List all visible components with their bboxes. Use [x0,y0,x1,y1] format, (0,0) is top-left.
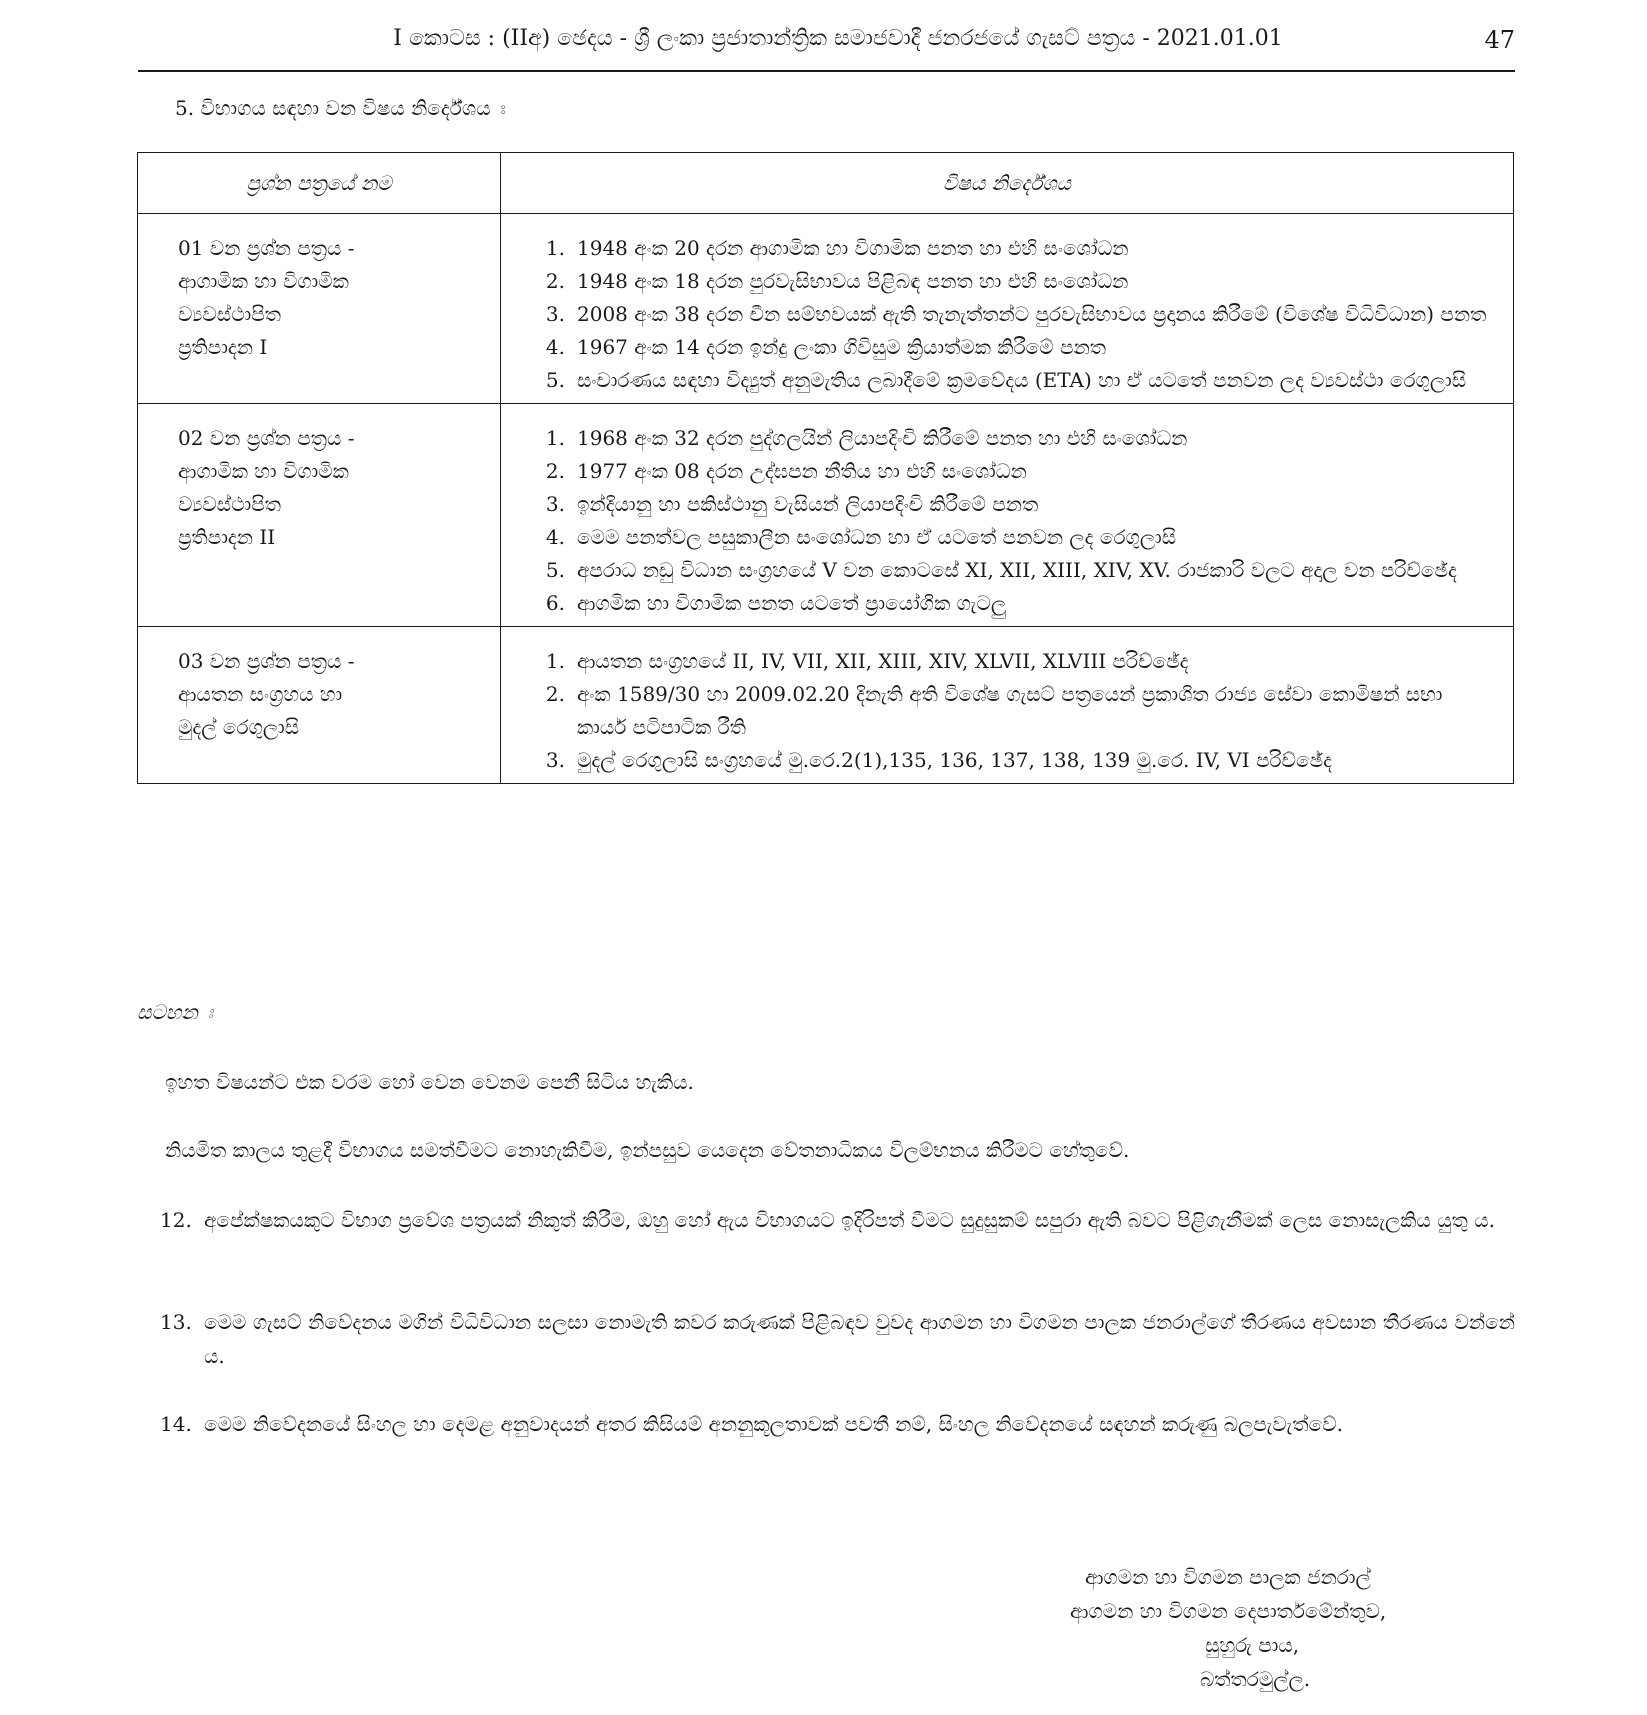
list-item [537,554,1493,587]
item-text: 2008 අංක 38 දරන චීන සම්භවයක් ඇති තැනැත්තන්ට පුරවැසිභාවය ප්‍රදානය කිරීමේ (විශේෂ විධිවිධාන) පනත [577,302,1487,326]
item-number: 4. [545,335,565,359]
page-number: 47 [1484,26,1515,54]
paper-name-line: ආගාමික හා විගාමික [178,269,349,293]
paper-name-line: මුදල් රෙගුලාසි [178,715,300,739]
paper-name-line: ව්‍යවස්ථාපිත [178,302,281,326]
paper-name-line: 01 වන ප්‍රශ්න පත්‍රය - [178,236,355,260]
syllabus-table [137,152,1514,784]
column-header-paper-name: ප්‍රශ්න පත්‍රයේ නම [138,153,501,214]
topic-list [537,422,1493,620]
paper-name-line: ව්‍යවස්ථාපිත [178,492,281,516]
item-text: මුදල් රෙගුලාසි සංග්‍රහයේ මු.රෙ.2(1),135, 136, 137, 138, 139 මු.රෙ. IV, VI පරිච්ඡේද [577,748,1333,772]
item-number: 1. [545,649,565,673]
section-heading: 5. විභාගය සඳහා වන විෂය නිර්දේශය ඃ [175,96,506,120]
item-text: 1977 අංක 08 දරන උද්ඝපන නීතිය හා එහි සංශෝධන [577,459,1027,483]
item-number: 2. [545,682,565,706]
list-item [537,587,1493,620]
item-number: 1. [545,236,565,260]
signature-line: ආගමන හා විගමන දෙපාර්තමේන්තුව, [1070,1599,1387,1623]
table-row [138,627,1514,784]
paragraph-number: 14. [160,1412,192,1436]
list-item [537,232,1493,265]
paragraph-text: මෙම නිවේදනයේ සිංහල හා දෙමළ අනුවාදයන් අතර කිසියම් අනනුකූලතාවක් පවතී නම්, සිංහල නිවේදනයේ සඳහන් කරුණු බලපැවැත්වේ. [204,1412,1343,1436]
item-text: 1948 අංක 20 දරන ආගාමික හා විගාමික පනත හා එහි සංශෝධන [577,236,1129,260]
paragraph-text: අපේක්ෂකයකුට විභාග ප්‍රවේශ පත්‍රයක් නිකුත් කිරීම, ඔහු හෝ ඇය විභාගයට ඉදිරිපත් වීමට සුදුසුකම් සපුරා ඇති බවට පිළිගැනීමක් ලෙස නොසැලකිය යුතු ය. [204,1208,1496,1232]
item-number: 3. [545,302,565,326]
item-text: ආගමික හා විගාමික පනත යටතේ ප්‍රායෝගික ගැටලු [577,591,1007,615]
numbered-paragraph-14 [160,1407,1515,1441]
page-header [138,22,1515,72]
topics-cell [501,404,1514,627]
note-paragraph: ඉහත විෂයන්ට එක වරම හෝ වෙන වෙනම පෙනී සිටිය හැකිය. [165,1070,694,1094]
paragraph-number: 13. [160,1310,192,1334]
list-item [537,298,1493,331]
table-header-row [138,153,1514,214]
item-text: අංක 1589/30 හා 2009.02.20 දිනැති අති විශේෂ ගැසට් පත්‍රයෙන් ප්‍රකාශිත රාජ්‍ය සේවා කොමිෂන් සභා කාර්ය පටිපාටික රීති [577,682,1443,739]
paper-name-line: ප්‍රතිපාදන I [178,335,268,359]
list-item [537,364,1493,397]
item-number: 5. [545,368,565,392]
list-item [537,744,1493,777]
item-number: 1. [545,426,565,450]
paper-name-line: 03 වන ප්‍රශ්න පත්‍රය - [178,649,355,673]
list-item [537,645,1493,678]
paper-name-cell [138,214,501,404]
item-text: 1948 අංක 18 දරන පුරවැසිභාවය පිළිබඳ පනත හා එහි සංශෝධන [577,269,1129,293]
item-number: 2. [545,459,565,483]
item-number: 3. [545,492,565,516]
item-text: 1967 අංක 14 දරන ඉන්දු ලංකා ගිවිසුම ක්‍රියාත්මක කිරීමේ පනත [577,335,1107,359]
note-label: සටහන ඃ [137,1000,213,1024]
signature-line: සුහුරු පාය, [1205,1633,1300,1657]
item-number: 5. [545,558,565,582]
list-item [537,521,1493,554]
paper-name-line: ප්‍රතිපාදන II [178,525,276,549]
column-header-syllabus: විෂය නිර්දේශය [501,153,1514,214]
signature-line: ආගමන හා විගමන පාලක ජනරාල් [1085,1565,1371,1589]
list-item [537,488,1493,521]
signature-block [1040,1560,1480,1696]
paper-name-line: ආයතන සංග්‍රහය හා [178,682,343,706]
paper-name-cell [138,404,501,627]
note-paragraph: නියමිත කාලය තුළදී විභාගය සමත්වීමට නොහැකිවීම, ඉන්පසුව යෙදෙන වේතනාධිකය විලම්භනය කිරීමට හේතුවේ. [165,1138,1130,1162]
topic-list [537,645,1493,777]
header-title: I කොටස : (IIඅ) ඡෙදය - ශ්‍රී ලංකා ප්‍රජාතාන්ත්‍රික සමාජවාදී ජනරජයේ ගැසට් පත්‍රය - 2021.01.01 [393,26,1283,51]
item-number: 3. [545,748,565,772]
item-text: ආයතන සංග්‍රහයේ II, IV, VII, XII, XIII, XIV, XLVII, XLVIII පරිච්ඡේද [577,649,1189,673]
list-item [537,678,1493,744]
item-number: 6. [545,591,565,615]
numbered-paragraph-12 [160,1203,1515,1237]
numbered-paragraph-13 [160,1305,1515,1373]
item-text: 1968 අංක 32 දරන පුද්ගලයින් ලියාපදිංචි කිරීමේ පනත හා එහි සංශෝධන [577,426,1188,450]
list-item [537,265,1493,298]
paragraph-text: මෙම ගැසට් නිවේදනය මගින් විධිවිධාන සලසා නොමැති කවර කරුණක් පිළිබඳව වුවද ආගමන හා විගමන පාලක ජනරාල්ගේ තීරණය අවසාන තීරණය වන්නේ ය. [204,1310,1515,1368]
topics-cell [501,214,1514,404]
item-number: 4. [545,525,565,549]
item-text: ඉන්දියානු හා පකිස්ථානු වැසියන් ලියාපදිංචි කිරීමේ පනත [577,492,1039,516]
topic-list [537,232,1493,397]
table-row [138,214,1514,404]
paper-name-line: ආගාමික හා විගාමික [178,459,349,483]
table-row [138,404,1514,627]
item-text: සංචාරණය සඳහා විද්‍යුත් අනුමැතිය ලබාදීමේ ක්‍රමවේදය (ETA) හා ඒ යටතේ පනවන ලද ව්‍යවස්ථා රෙගුලාසි [577,368,1467,392]
topics-cell [501,627,1514,784]
paragraph-number: 12. [160,1208,192,1232]
list-item [537,331,1493,364]
signature-line: බත්තරමුල්ල. [1200,1667,1311,1691]
list-item [537,455,1493,488]
paper-name-cell [138,627,501,784]
item-text: මෙම පනත්වල පසුකාලීන සංශෝධන හා ඒ යටතේ පනවන ලද රෙගුලාසි [577,525,1177,549]
item-number: 2. [545,269,565,293]
item-text: අපරාධ නඩු විධාන සංග්‍රහයේ V වන කොටසේ XI, XII, XIII, XIV, XV. රාජකාරි වලට අදාල වන පරිච්ඡේද [577,558,1457,582]
paper-name-line: 02 වන ප්‍රශ්න පත්‍රය - [178,426,355,450]
list-item [537,422,1493,455]
